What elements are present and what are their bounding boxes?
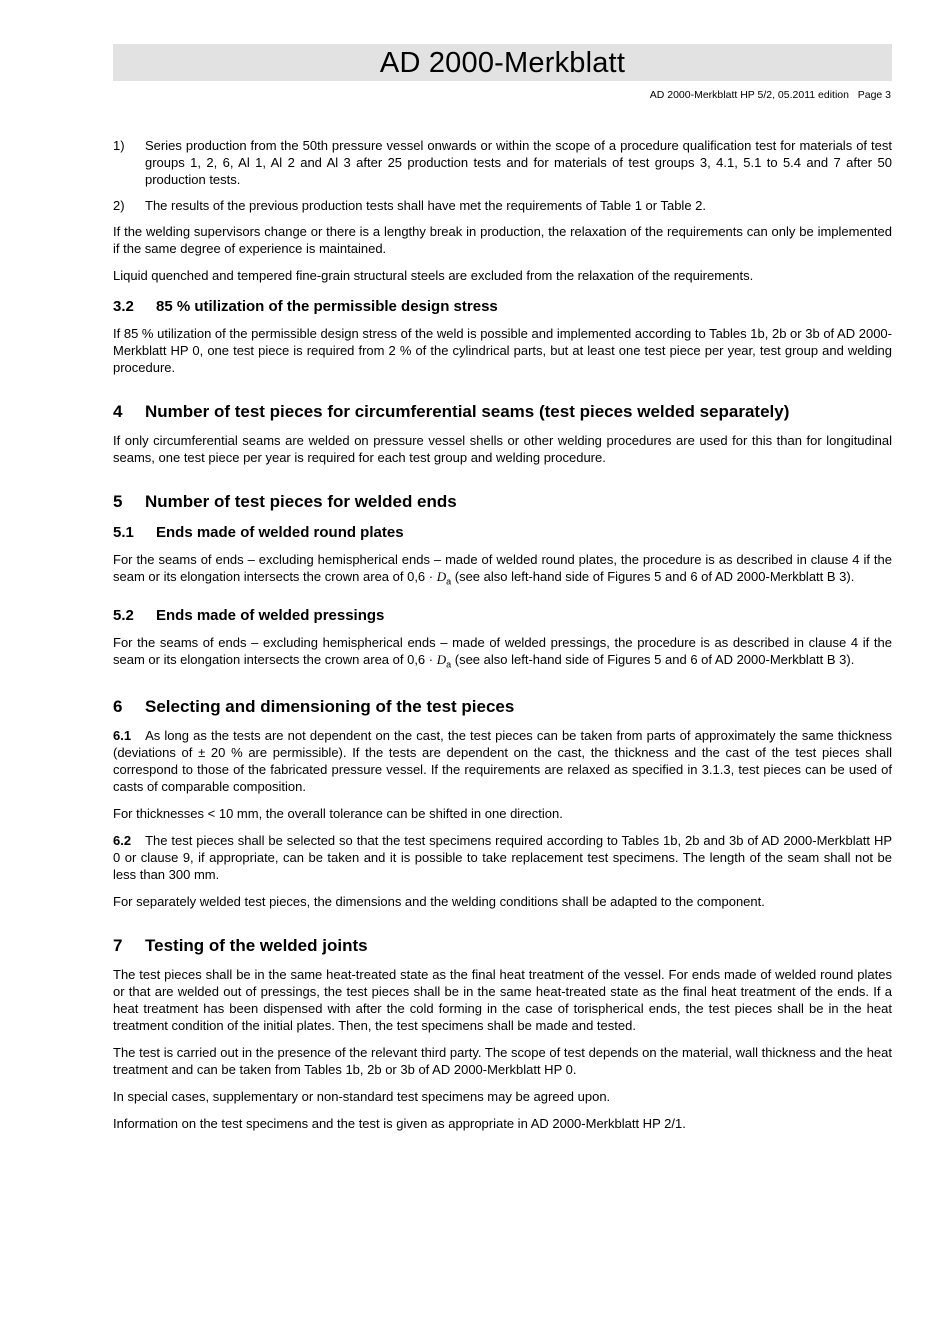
- paragraph: Information on the test specimens and the test is given as appropriate in AD 2000-Merkblatt HP 2/1.: [113, 1116, 686, 1132]
- text-run: For the seams of ends – excluding hemispherical ends – made of welded round plates, the procedure is as described in clause 4 if the seam or its elongation intersects the crown area of 0,6 ·: [113, 552, 892, 584]
- section-title: Testing of the welded joints: [145, 936, 368, 956]
- section-heading-5: [113, 492, 892, 512]
- section-number: 4: [113, 402, 123, 421]
- paragraph: [113, 727, 892, 795]
- list-item: [113, 137, 892, 188]
- paragraph: If only circumferential seams are welded on pressure vessel shells or other welding procedures are used for this than for longitudinal seams, one test piece per year is required for each test group and welding procedure.: [113, 433, 892, 465]
- paragraph: If 85 % utilization of the permissible design stress of the weld is possible and implemented according to Tables 1b, 2b or 3b of AD 2000-Merkblatt HP 0, one test piece is required from 2 % of the cylindrical parts, but at least one test piece per year, test group and welding procedure.: [113, 326, 892, 375]
- section-title: Number of test pieces for circumferential seams (test pieces welded separately): [145, 402, 790, 421]
- subscript: a: [446, 576, 452, 587]
- section-heading-4: [113, 402, 892, 422]
- section-number: 6: [113, 697, 123, 717]
- text-run: (see also left-hand side of Figures 5 and 6 of AD 2000-Merkblatt B 3).: [451, 651, 855, 667]
- clause-number: 6.2: [113, 833, 132, 849]
- paragraph: The test pieces shall be in the same heat-treated state as the final heat treatment of the vessel. For ends made of welded round plates or that are welded out of pressings, the test pieces shall be in the same heat-treated state as the final heat treatment of the ends. If a heat treatment has been dispensed with after the cold forming in the case of torispherical ends, the test pieces shall be in the heat treatment condition of the initial plates. Then, the test specimens shall be made and tested.: [113, 967, 892, 1034]
- paragraph: [113, 551, 892, 591]
- paragraph: Liquid quenched and tempered fine-grain structural steels are excluded from the relaxation of the requirements.: [113, 268, 754, 283]
- footnote-list: [113, 137, 892, 214]
- paragraph: For thicknesses < 10 mm, the overall tolerance can be shifted in one direction.: [113, 806, 563, 822]
- section-title: Selecting and dimensioning of the test pieces: [145, 697, 515, 717]
- text-run: (see also left-hand side of Figures 5 and 6 of AD 2000-Merkblatt B 3).: [451, 569, 855, 584]
- paragraph: For separately welded test pieces, the dimensions and the welding conditions shall be adapted to the component.: [113, 894, 765, 910]
- header-subtitle: AD 2000-Merkblatt HP 5/2, 05.2011 edition Page 3: [649, 89, 891, 101]
- symbol-d: D: [436, 651, 447, 667]
- document-page: [113, 44, 892, 1142]
- section-number: 5.2: [113, 606, 134, 624]
- list-item-text: The results of the previous production tests shall have met the requirements of Table 1 or Table 2.: [145, 198, 706, 213]
- section-number: 7: [113, 936, 123, 956]
- section-heading-7: [113, 936, 892, 956]
- section-title: 85 % utilization of the permissible design stress: [156, 298, 498, 315]
- subscript: a: [446, 659, 452, 670]
- section-heading-5-1: [113, 524, 892, 541]
- text-run: For the seams of ends – excluding hemispherical ends – made of welded pressings, the procedure is as described in clause 4 if the seam or its elongation intersects the crown area of 0,6 ·: [113, 634, 892, 667]
- list-item: [113, 197, 892, 214]
- section-title: Number of test pieces for welded ends: [145, 492, 457, 511]
- paragraph: [113, 832, 892, 883]
- paragraph: If the welding supervisors change or there is a lengthy break in production, the relaxation of the requirements can only be implemented if the same degree of experience is maintained.: [113, 224, 892, 256]
- list-item-number: 1): [113, 138, 125, 153]
- section-heading-5-2: [113, 607, 892, 624]
- symbol-d: D: [436, 569, 447, 584]
- section-number: 3.2: [113, 298, 134, 315]
- header-title: AD 2000-Merkblatt: [113, 44, 892, 81]
- section-number: 5: [113, 492, 123, 511]
- paragraph: [113, 634, 892, 674]
- text-run: As long as the tests are not dependent on the cast, the test pieces can be taken from parts of approximately the same thickness (deviations of ± 20 % are permissible). If the tests are dependent on the cast, the thickness and the cast of the test pieces shall correspond to those of the fabricated pressure vessel. If the requirements are relaxed as specified in 3.1.3, test pieces can be used of casts of comparable composition.: [113, 728, 892, 795]
- section-title: Ends made of welded round plates: [156, 524, 404, 541]
- paragraph: The test is carried out in the presence of the relevant third party. The scope of test depends on the material, wall thickness and the heat treatment and can be taken from Tables 1b, 2b or 3b of AD 2000-Merkblatt HP 0.: [113, 1045, 892, 1078]
- clause-number: 6.1: [113, 728, 132, 744]
- list-item-number: 2): [113, 198, 125, 213]
- text-run: The test pieces shall be selected so that the test specimens required according to Tables 1b, 2b and 3b of AD 2000-Merkblatt HP 0 or clause 9, if appropriate, can be taken and it is possible to take replacement test specimens. The length of the seam shall not be less than 300 mm.: [113, 833, 892, 883]
- section-title: Ends made of welded pressings: [156, 606, 385, 624]
- section-heading-6: [113, 697, 892, 717]
- section-number: 5.1: [113, 524, 134, 541]
- list-item-text: Series production from the 50th pressure vessel onwards or within the scope of a procedure qualification test for materials of test groups 1, 2, 6, Al 1, Al 2 and Al 3 after 25 production tests and for materials of test groups 3, 4.1, 5.1 to 5.4 and 7 after 50 production tests.: [145, 138, 892, 187]
- paragraph: In special cases, supplementary or non-standard test specimens may be agreed upon.: [113, 1089, 611, 1105]
- section-heading-3-2: [113, 298, 892, 315]
